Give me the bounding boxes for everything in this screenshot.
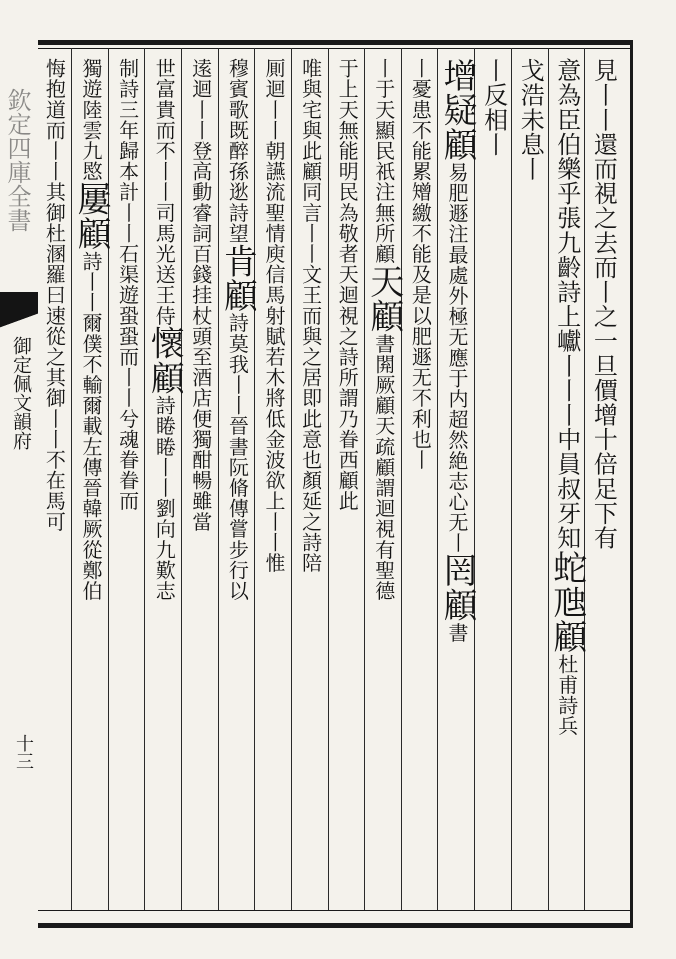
text-column — [330, 58, 364, 908]
text-segment: 戈浩未息丨 — [516, 58, 545, 181]
text-column — [111, 58, 145, 908]
column-rule — [291, 48, 292, 910]
text-column — [184, 58, 218, 908]
entry-heading: 罔顧 — [437, 553, 477, 623]
book-title: 御定佩文韻府 — [10, 336, 32, 450]
text-column — [513, 58, 547, 908]
text-segment: 穆賓歌既醉孫逖詩望 — [225, 58, 250, 244]
margin-cut-title: 欽定四庫全書 — [3, 88, 31, 232]
text-segment: 厠迴丨丨朝讌流聖情庾信馬射賦若木將低金波欲上丨丨惟 — [262, 58, 286, 573]
text-column — [546, 58, 587, 908]
text-segment: 詩睠睠丨丨劉向九歎志 — [152, 395, 177, 602]
center-fold-margin — [0, 40, 38, 918]
column-rule — [511, 48, 512, 910]
text-column — [363, 58, 404, 908]
text-segment: 丨反相丨 — [479, 58, 508, 157]
entry-heading: 肯顧 — [217, 243, 258, 313]
text-column — [403, 58, 437, 908]
text-segment: 意為臣伯樂乎張九齡詩上巘丨丨丨中員叔牙知 — [552, 58, 581, 550]
text-segment: 見丨丨還而視之去而丨之一旦價增十倍足下有 — [589, 58, 618, 550]
column-rule — [328, 48, 329, 910]
text-segment: 于上天無能明民為敬 — [335, 58, 360, 244]
column-rule — [474, 48, 475, 910]
text-segment: 其御杜溷羅曰速從之其御丨丨不在馬可 — [42, 181, 67, 532]
text-segment: 制詩三年歸本計丨丨石渠遊 — [115, 58, 140, 306]
text-column — [257, 58, 291, 908]
text-segment: 書 — [445, 622, 469, 644]
text-column — [37, 58, 71, 908]
text-segment: 百錢挂杖頭至酒店便獨酣暢雖當 — [188, 243, 213, 532]
entry-heading: 屢顧 — [71, 181, 111, 251]
text-column — [71, 58, 111, 908]
column-rule — [584, 48, 585, 910]
text-column — [144, 58, 185, 908]
text-segment: 丨憂患不能累矰繳不能及是以肥遯无不利也丨 — [408, 58, 433, 470]
text-segment: 者天迴視之詩所謂乃眷西顧此 — [335, 243, 360, 512]
text-segment: 獨遊陸雲九愍 — [79, 58, 103, 182]
text-column — [477, 58, 511, 908]
text-segment: 世富貴而不丨丨司馬光送王侍 — [152, 58, 177, 326]
column-rule — [108, 48, 109, 910]
text-segment: 唯與宅與此顧同言丨丨文王而與之居即此意也顏延之詩陪 — [298, 58, 323, 573]
text-segment: 書閞厥顧天疏顧謂迴視有聖德 — [371, 333, 396, 602]
fishtail-mark — [0, 292, 38, 312]
entry-heading: 懷顧 — [144, 325, 185, 396]
text-segment: 逺迴丨丨登高動睿詞 — [188, 58, 213, 244]
frame-inner-top-rule — [38, 48, 630, 49]
column-rule — [218, 48, 219, 910]
entry-heading: 增疑顧 — [437, 58, 477, 162]
text-column — [437, 58, 477, 908]
text-segment: 蛩蛩而丨丨兮魂眷眷而 — [115, 305, 140, 512]
text-segment: 丨于天顯民祇注無所顧 — [371, 58, 396, 264]
text-column — [586, 58, 620, 908]
text-column — [294, 58, 328, 908]
text-segment: 杜甫詩兵 — [554, 653, 579, 737]
entry-heading: 蛇虺顧 — [546, 550, 587, 654]
text-segment: 悔抱道而丨丨 — [42, 58, 67, 182]
text-segment: 詩莫我丨丨晉書阮脩傳嘗步行以 — [225, 312, 250, 602]
text-segment: 詩丨丨爾僕不輸爾載左傳晉韓厥從鄭伯 — [79, 250, 103, 602]
column-rule — [401, 48, 402, 910]
text-segment: 易肥遯注最處外極无應于内超然絶志心无丨 — [445, 161, 469, 554]
frame-inner-bottom-rule — [38, 910, 630, 911]
entry-heading: 天顧 — [363, 264, 404, 334]
fishtail-mark-tail — [0, 312, 38, 332]
text-column — [217, 58, 258, 908]
page-number: 十三 — [13, 734, 34, 770]
